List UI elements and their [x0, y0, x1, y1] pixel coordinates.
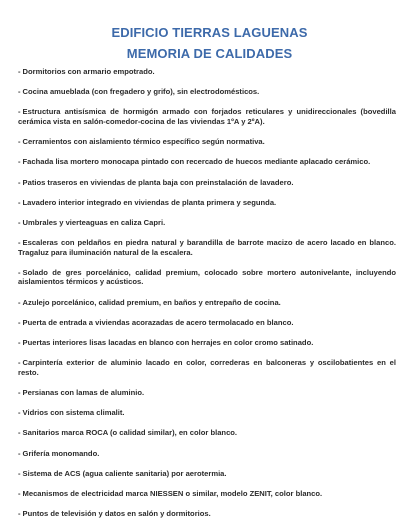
bullet-dash: -: [18, 408, 21, 418]
list-item: [18, 198, 396, 208]
bullet-dash: -: [18, 238, 21, 248]
list-item: [18, 469, 396, 479]
list-item-text: Azulejo porcelánico, calidad premium, en baños y entrepaño de cocina.: [22, 297, 281, 307]
list-item-text: Estructura antisísmica de hormigón armado con forjados reticulares y unidireccionales (bovedilla cerámica vista en salón-comedor-cocina de las viviendas 1ºA y 2ºA).: [18, 107, 396, 126]
list-item: [18, 428, 396, 438]
bullet-dash: -: [18, 177, 21, 187]
list-item: [18, 218, 396, 228]
list-item-text: Patios traseros en viviendas de planta baja con preinstalación de lavadero.: [22, 177, 294, 187]
bullet-dash: -: [18, 448, 21, 458]
list-item-text: Grifería monomando.: [22, 448, 100, 458]
list-item: [18, 238, 396, 257]
bullet-dash: -: [18, 297, 21, 307]
bullet-dash: -: [18, 217, 21, 227]
quality-list: [18, 67, 396, 529]
bullet-dash: -: [18, 267, 21, 277]
list-item: [18, 449, 396, 459]
list-item-text: Cerramientos con aislamiento térmico específico según normativa.: [22, 137, 265, 147]
list-item: [18, 178, 396, 188]
list-item-text: Escaleras con peldaños en piedra natural y barandilla de barrote macizo de acero lacado en blanco. Tragaluz para iluminación natural de la escalera.: [18, 238, 396, 257]
bullet-dash: -: [18, 488, 21, 498]
document-title: MEMORIA DE CALIDADES: [126, 46, 293, 61]
list-item-text: Umbrales y vierteaguas en caliza Capri.: [22, 217, 166, 227]
list-item-text: Dormitorios con armario empotrado.: [22, 67, 155, 76]
list-item: [18, 489, 396, 499]
list-item-text: Sistema de ACS (agua caliente sanitaria) por aerotermia.: [22, 468, 227, 478]
list-item: [18, 298, 396, 308]
bullet-dash: -: [18, 338, 21, 348]
bullet-dash: -: [18, 157, 21, 167]
bullet-dash: -: [18, 509, 21, 519]
bullet-dash: -: [18, 137, 21, 147]
document-header: [0, 22, 419, 64]
bullet-dash: -: [18, 67, 21, 76]
list-item-text: Vidrios con sistema climalit.: [22, 408, 125, 418]
building-title: EDIFICIO TIERRAS LAGUENAS: [111, 25, 308, 40]
list-item-text: Puertas interiores lisas lacadas en blanco con herrajes en color cromo satinado.: [22, 338, 314, 348]
list-item: [18, 137, 396, 147]
bullet-dash: -: [18, 428, 21, 438]
list-item-text: Cocina amueblada (con fregadero y grifo), sin electrodomésticos.: [22, 87, 260, 97]
bullet-dash: -: [18, 358, 21, 368]
list-item-text: Persianas con lamas de aluminio.: [22, 388, 145, 397]
list-item: [18, 408, 396, 418]
bullet-dash: -: [18, 197, 21, 207]
list-item-text: Puerta de entrada a viviendas acorazadas de acero termolacado en blanco.: [22, 317, 294, 327]
list-item-text: Sanitarios marca ROCA (o calidad similar), en color blanco.: [22, 428, 238, 438]
list-item-text: Carpintería exterior de aluminio lacado en color, correderas en balconeras y oscilobatientes en el resto.: [18, 358, 396, 377]
list-item-text: Solado de gres porcelánico, calidad premium, colocado sobre mortero autonivelante, incluyendo aislamientos térmicos y acústicos.: [18, 267, 396, 287]
list-item-text: Lavadero interior integrado en viviendas de planta primera y segunda.: [22, 197, 277, 207]
list-item: [18, 338, 396, 348]
list-item: [18, 107, 396, 126]
list-item-text: Fachada lisa mortero monocapa pintado con recercado de huecos mediante aplacado cerámico.: [22, 157, 371, 167]
bullet-dash: -: [18, 107, 21, 117]
list-item: [18, 268, 396, 287]
bullet-dash: -: [18, 388, 21, 397]
bullet-dash: -: [18, 468, 21, 478]
list-item: [18, 358, 396, 377]
list-item-text: Mecanismos de electricidad marca NIESSEN o similar, modelo ZENIT, color blanco.: [22, 488, 323, 498]
bullet-dash: -: [18, 317, 21, 327]
bullet-dash: -: [18, 87, 21, 97]
list-item: [18, 509, 396, 519]
list-item: [18, 388, 396, 398]
list-item: [18, 87, 396, 97]
list-item: [18, 157, 396, 167]
list-item: [18, 318, 396, 328]
list-item-text: Puntos de televisión y datos en salón y dormitorios.: [22, 509, 211, 519]
list-item: [18, 67, 396, 77]
